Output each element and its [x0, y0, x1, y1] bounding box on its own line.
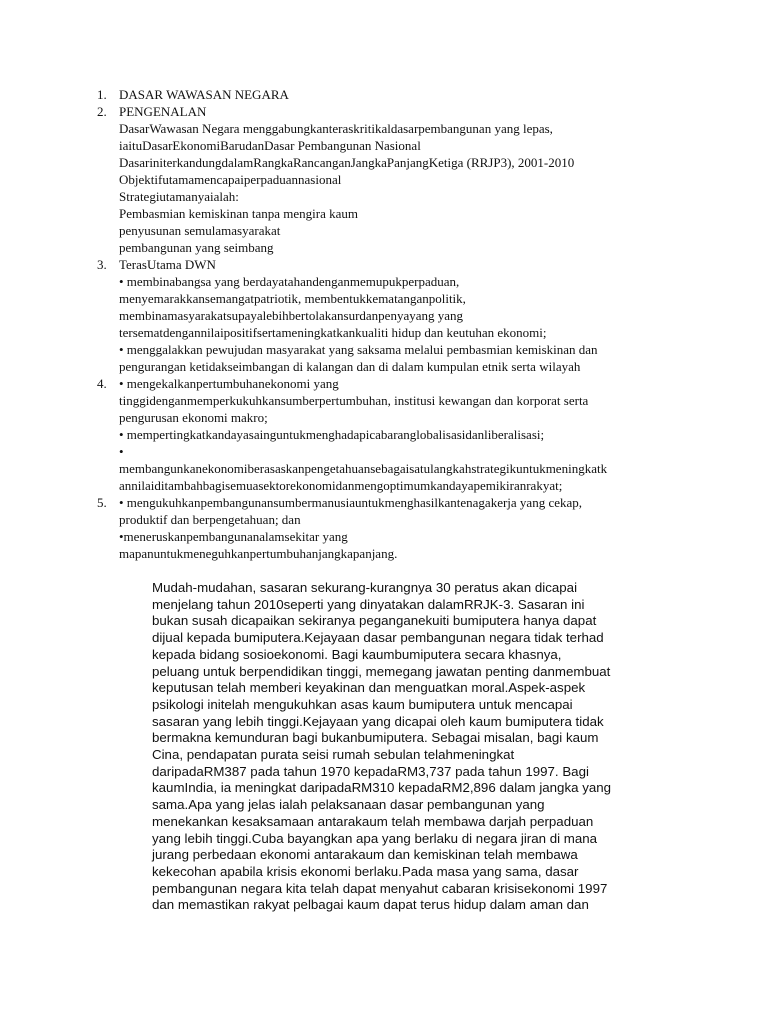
- outline-line: membinamasyarakatsupayalebihbertolakansurdanpenyayang yang: [119, 308, 464, 323]
- outline-line: •: [119, 444, 124, 459]
- outline-item-5: [97, 494, 657, 562]
- paragraph-line: jurang perbedaan ekonomi antarakaum dan kemiskinan telah membawa: [152, 847, 578, 863]
- body-paragraph: [152, 580, 632, 914]
- outline-line: produktif dan berpengetahuan; dan: [119, 512, 301, 527]
- item-number: 5.: [97, 495, 107, 510]
- outline-line: menyemarakkansemangatpatriotik, membentukkematanganpolitik,: [119, 291, 466, 306]
- outline-line: membangunkanekonomiberasaskanpengetahuansebagaisatulangkahstrategikuntukmeningkatk: [119, 461, 608, 476]
- outline-line: pengurusan ekonomi makro;: [119, 410, 268, 425]
- outline-item-2: [97, 103, 657, 256]
- paragraph-line: menjelang tahun 2010seperti yang dinyatakan dalamRRJK-3. Sasaran ini: [152, 596, 585, 612]
- outline-line: DASAR WAWASAN NEGARA: [119, 87, 289, 102]
- paragraph-line: keputusan telah memberi keyakinan dan menguatkan moral.Aspek-aspek: [152, 680, 586, 696]
- outline-line: pembangunan yang seimbang: [119, 240, 274, 255]
- outline-line: mapanuntukmeneguhkanpertumbuhanjangkapanjang.: [119, 546, 398, 561]
- outline-item-4: [97, 375, 657, 494]
- outline-line: tersematdengannilaipositifsertameningkatkankualiti hidup dan keutuhan ekonomi;: [119, 325, 547, 340]
- paragraph-line: kekecohan apabila krisis ekonomi berlaku.Pada masa yang sama, dasar: [152, 863, 579, 879]
- paragraph-line: bermakna kemunduran bagi bukanbumiputera. Sebagai misalan, bagi kaum: [152, 730, 599, 746]
- paragraph-line: sasaran yang lebih tinggi.Kejayaan yang dicapai oleh kaum bumiputera tidak: [152, 713, 604, 729]
- paragraph-line: daripadaRM387 pada tahun 1970 kepadaRM3,737 pada tahun 1997. Bagi: [152, 763, 589, 779]
- paragraph-line: psikologi initelah mengukuhkan asas kaum bumiputera untuk mencapai: [152, 696, 573, 712]
- outline-line: pengurangan ketidakseimbangan di kalangan dan di dalam kumpulan etnik serta wilayah: [119, 359, 581, 374]
- outline-line: DasarWawasan Negara menggabungkanteraskritikaldasarpembangunan yang lepas,: [119, 121, 553, 136]
- outline-line: DasariniterkandungdalamRangkaRancanganJangkaPanjangKetiga (RRJP3), 2001-2010: [119, 155, 575, 170]
- paragraph-line: kaumIndia, ia meningkat daripadaRM310 kepadaRM2,896 dalam jangka yang: [152, 780, 612, 796]
- paragraph-line: bukan susah dicapaikan sekiranya peganganekuiti bumiputera hanya dapat: [152, 613, 597, 629]
- outline-line: • mengekalkanpertumbuhanekonomi yang: [119, 376, 339, 391]
- paragraph-line: dijual kepada bumiputera.Kejayaan dasar pembangunan negara tidak terhad: [152, 630, 604, 646]
- paragraph-line: Mudah-mudahan, sasaran sekurang-kurangnya 30 peratus akan dicapai: [152, 580, 578, 595]
- paragraph-line: yang lebih tinggi.Cuba bayangkan apa yang berlaku di negara jiran di mana: [152, 830, 598, 846]
- outline-line: annilaiditambahbagisemuasektorekonomidanmengoptimumkandayapemikiranrakyat;: [119, 478, 563, 493]
- paragraph-line: kepada bidang sosioekonomi. Bagi kaumbumiputera secara khasnya,: [152, 646, 562, 662]
- outline-line: Pembasmian kemiskinan tanpa mengira kaum: [119, 206, 358, 221]
- outline-line: Objektifutamamencapaiperpaduannasional: [119, 172, 342, 187]
- outline-line: • mengukuhkanpembangunansumbermanusiauntukmenghasilkantenagakerja yang cekap,: [119, 495, 583, 510]
- paragraph-line: menekankan kesaksamaan antarakaum telah membawa darjah perpaduan: [152, 813, 594, 829]
- paragraph-line: pembangunan negara kita telah dapat menyahut cabaran krisisekonomi 1997: [152, 880, 608, 896]
- item-number: 2.: [97, 104, 107, 119]
- item-number: 4.: [97, 376, 107, 391]
- outline-line: tinggidenganmemperkukuhkansumberpertumbuhan, institusi kewangan dan korporat serta: [119, 393, 589, 408]
- paragraph-line: dan memastikan rakyat pelbagai kaum dapat terus hidup dalam aman dan: [152, 897, 589, 913]
- paragraph-line: peluang untuk berpendidikan tinggi, memegang jawatan penting danmembuat: [152, 663, 611, 679]
- numbered-outline: [97, 86, 657, 562]
- item-number: 3.: [97, 257, 107, 272]
- outline-line: TerasUtama DWN: [119, 257, 216, 272]
- outline-line: •meneruskanpembangunanalamsekitar yang: [119, 529, 348, 544]
- item-number: 1.: [97, 87, 107, 102]
- outline-item-1: [97, 86, 657, 103]
- outline-line: penyusunan semulamasyarakat: [119, 223, 281, 238]
- outline-line: • menggalakkan pewujudan masyarakat yang saksama melalui pembasmian kemiskinan dan: [119, 342, 598, 357]
- outline-item-3: [97, 256, 657, 375]
- outline-line: PENGENALAN: [119, 104, 207, 119]
- outline-line: • membinabangsa yang berdayatahandenganmemupukperpaduan,: [119, 274, 460, 289]
- paragraph-line: Cina, pendapatan purata seisi rumah sebulan telahmeningkat: [152, 747, 515, 763]
- outline-line: Strategiutamanyaialah:: [119, 189, 239, 204]
- outline-line: • mempertingkatkandayasainguntukmenghadapicabaranglobalisasidanliberalisasi;: [119, 427, 545, 442]
- outline-line: iaituDasarEkonomiBarudanDasar Pembangunan Nasional: [119, 138, 421, 153]
- paragraph-line: sama.Apa yang jelas ialah pelaksanaan dasar pembangunan yang: [152, 797, 545, 813]
